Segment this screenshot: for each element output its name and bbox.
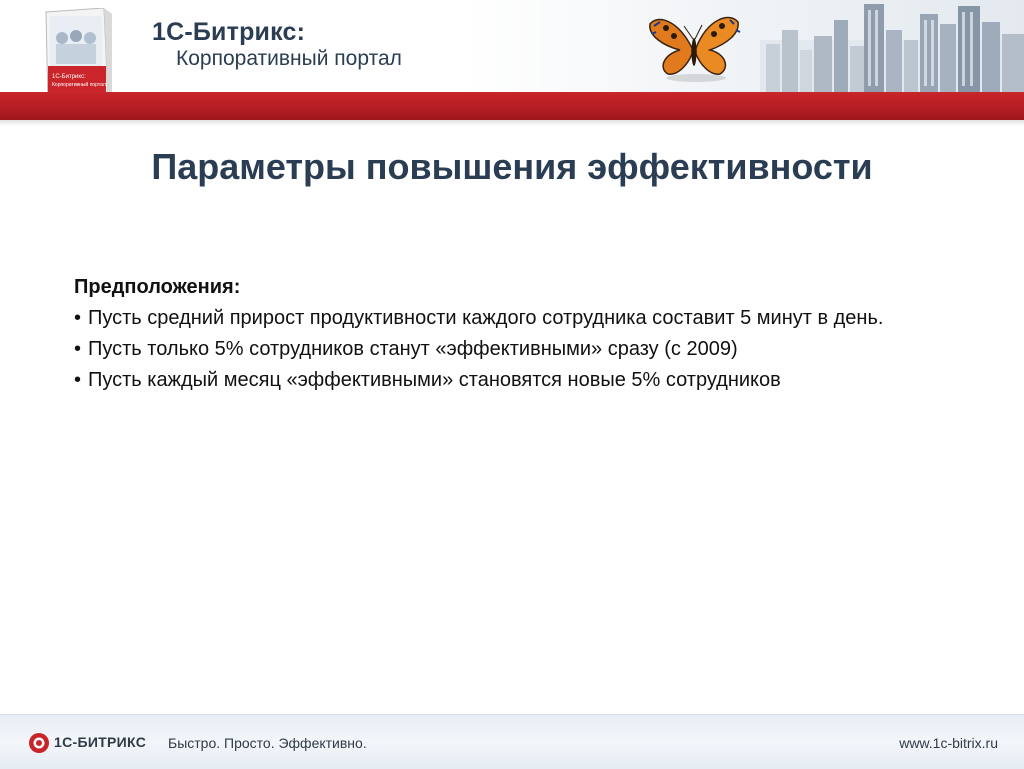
butterfly-image xyxy=(644,10,744,86)
bullet-glyph: • xyxy=(74,338,82,360)
header-banner xyxy=(0,0,1024,92)
slide-content xyxy=(74,272,954,396)
footer-website-link[interactable]: www.1c-bitrix.ru xyxy=(899,735,998,751)
product-box-label-1: 1С-Битрикс: xyxy=(52,74,86,80)
product-box-label-2: Корпоративный портал xyxy=(52,82,106,88)
bullet-item xyxy=(74,303,954,334)
bullet-text: Пусть только 5% сотрудников станут «эффективными» сразу (с 2009) xyxy=(88,338,738,360)
brand-title: 1С-Битрикс: xyxy=(152,18,306,46)
brand-subtitle: Корпоративный портал xyxy=(176,47,402,70)
bullet-item xyxy=(74,334,954,365)
bullet-text: Пусть каждый месяц «эффективными» становятся новые 5% сотрудников xyxy=(88,369,781,391)
footer-brand: 1С-БИТРИКС xyxy=(54,734,147,750)
bitrix-logo-icon xyxy=(28,732,50,754)
product-box-image xyxy=(38,8,112,92)
bullet-glyph: • xyxy=(74,307,82,329)
slide-title: Параметры повышения эффективности xyxy=(151,146,873,187)
bullet-item xyxy=(74,365,954,396)
header-band-shadow xyxy=(0,120,1024,126)
assumptions-heading: Предположения: xyxy=(74,276,241,298)
bullet-text: Пусть средний прирост продуктивности каждого сотрудника составит 5 минут в день. xyxy=(88,307,884,329)
footer-bar xyxy=(0,714,1024,769)
bullet-glyph: • xyxy=(74,369,82,391)
header-red-band xyxy=(0,92,1024,120)
footer-slogan: Быстро. Просто. Эффективно. xyxy=(168,735,367,751)
city-skyline-image xyxy=(760,0,1024,92)
